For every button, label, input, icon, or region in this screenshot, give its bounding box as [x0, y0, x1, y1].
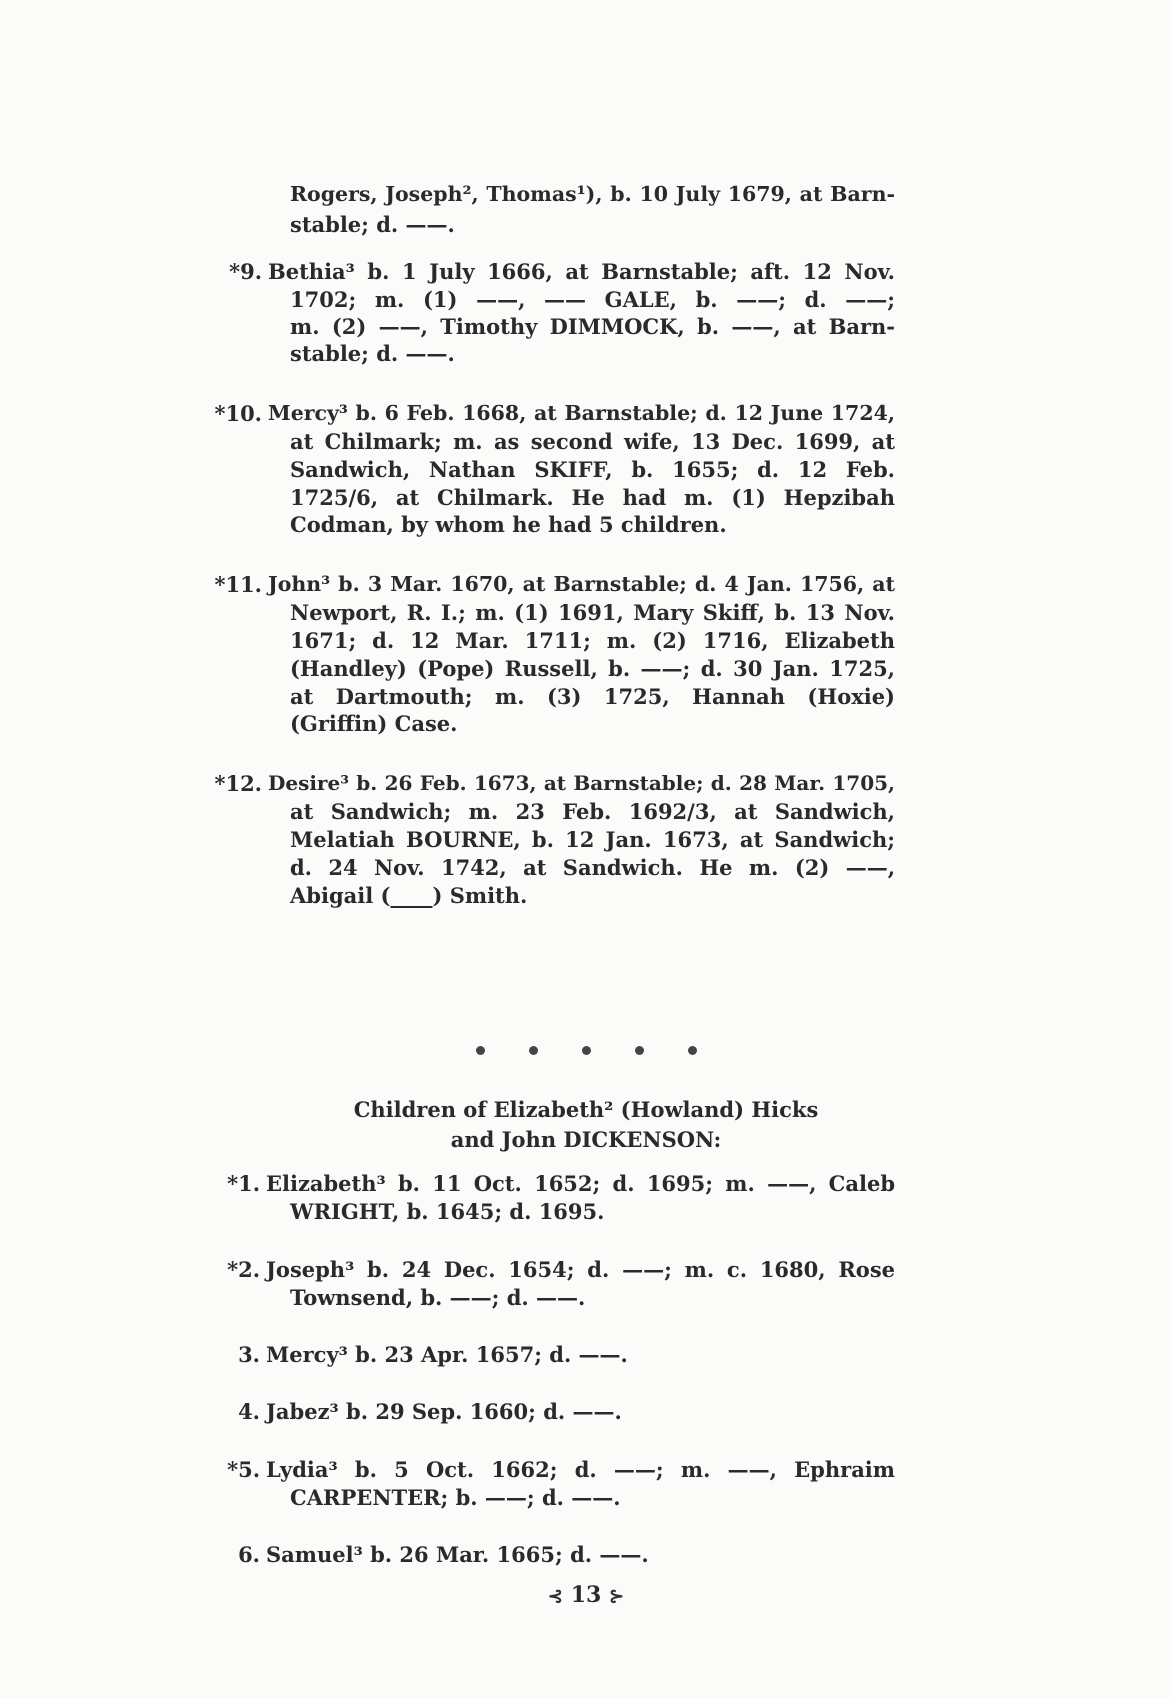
entry-line: Newport, R. I.; m. (1) 1691, Mary Skiff, b. 13 Nov. — [290, 600, 895, 625]
page-folio — [0, 1580, 1172, 1612]
entry-line: 1671; d. 12 Mar. 1711; m. (2) 1716, Elizabeth — [290, 628, 895, 653]
separator-dot — [635, 1046, 644, 1055]
entry-line: Mercy³ b. 6 Feb. 1668, at Barnstable; d. 12 June 1724, — [268, 401, 895, 425]
entry-number: *11. — [214, 572, 262, 597]
entry-line: Bethia³ b. 1 July 1666, at Barnstable; aft. 12 Nov. — [268, 259, 895, 284]
entry-line: John³ b. 3 Mar. 1670, at Barnstable; d. 4 Jan. 1756, at — [268, 572, 895, 596]
entry-number: *5. — [227, 1457, 260, 1482]
entry-line: 1702; m. (1) ——, —— GALE, b. ——; d. ——; — [290, 287, 895, 312]
entry-number: *1. — [227, 1171, 260, 1196]
entry-number: *9. — [229, 259, 262, 284]
entry-line: Codman, by whom he had 5 children. — [290, 512, 727, 537]
entry-line: Elizabeth³ b. 11 Oct. 1652; d. 1695; m. ——, Caleb — [266, 1171, 895, 1196]
entry-line: Abigail (____) Smith. — [290, 883, 528, 908]
separator-dot — [529, 1046, 538, 1055]
entry-line: Lydia³ b. 5 Oct. 1662; d. ——; m. ——, Ephraim — [266, 1457, 895, 1482]
entry-line: WRIGHT, b. 1645; d. 1695. — [290, 1199, 605, 1224]
entry-line: Joseph³ b. 24 Dec. 1654; d. ——; m. c. 1680, Rose — [266, 1257, 895, 1282]
entry-line: at Dartmouth; m. (3) 1725, Hannah (Hoxie) — [290, 684, 895, 709]
entry-line: stable; d. ——. — [290, 212, 455, 237]
separator-dot — [476, 1046, 485, 1055]
entry-line: Mercy³ b. 23 Apr. 1657; d. ——. — [266, 1342, 628, 1367]
entry-number: 4. — [238, 1399, 260, 1424]
entry-line: Townsend, b. ——; d. ——. — [290, 1285, 586, 1310]
entry-line: (Griffin) Case. — [290, 711, 458, 736]
entry-line: stable; d. ——. — [290, 341, 455, 366]
entry-line: Sandwich, Nathan SKIFF, b. 1655; d. 12 Feb. — [290, 457, 895, 482]
entry-line: Rogers, Joseph², Thomas¹), b. 10 July 1679, at Barn- — [290, 182, 895, 206]
entry-number: 6. — [238, 1542, 260, 1567]
entry-line: Desire³ b. 26 Feb. 1673, at Barnstable; d. 28 Mar. 1705, — [268, 771, 895, 795]
entry-line: d. 24 Nov. 1742, at Sandwich. He m. (2) ——, — [290, 855, 895, 880]
entry-number: *2. — [227, 1257, 260, 1282]
entry-number: *12. — [214, 771, 262, 796]
entry-line: Samuel³ b. 26 Mar. 1665; d. ——. — [266, 1542, 649, 1567]
separator-dot — [582, 1046, 591, 1055]
section-heading: Children of Elizabeth² (Howland) Hicks — [353, 1097, 819, 1122]
entry-number: *10. — [214, 401, 262, 426]
entry-line: m. (2) ——, Timothy DIMMOCK, b. ——, at Barn- — [290, 314, 895, 339]
entry-number: 3. — [238, 1342, 260, 1367]
right-ornament-icon: ⊱ — [608, 1586, 625, 1607]
separator-dot — [688, 1046, 697, 1055]
page-number: 13 — [570, 1582, 602, 1608]
section-separator — [0, 1040, 1172, 1059]
entry-line: Jabez³ b. 29 Sep. 1660; d. ——. — [266, 1399, 622, 1424]
entry-line: (Handley) (Pope) Russell, b. ——; d. 30 Jan. 1725, — [290, 656, 895, 681]
entry-line: at Sandwich; m. 23 Feb. 1692/3, at Sandwich, — [290, 799, 895, 824]
section-heading: and John DICKENSON: — [450, 1127, 722, 1152]
entry-line: at Chilmark; m. as second wife, 13 Dec. 1699, at — [290, 429, 895, 454]
entry-line: CARPENTER; b. ——; d. ——. — [290, 1485, 621, 1510]
entry-line: Melatiah BOURNE, b. 12 Jan. 1673, at Sandwich; — [290, 827, 895, 852]
left-ornament-icon: ⊰ — [547, 1586, 564, 1607]
entry-line: 1725/6, at Chilmark. He had m. (1) Hepzibah — [290, 485, 895, 510]
